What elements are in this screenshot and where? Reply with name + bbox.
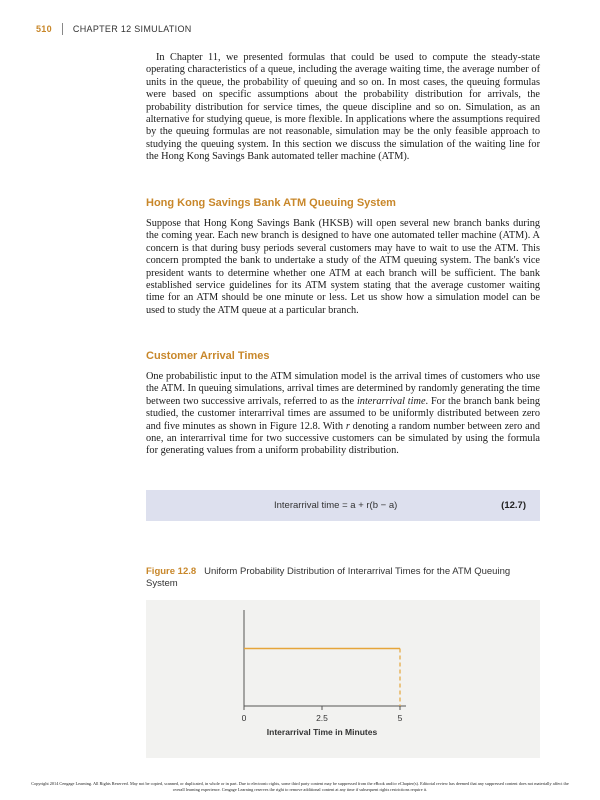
formula-box bbox=[146, 490, 540, 521]
formula-expression: Interarrival time = a + r(b − a) bbox=[274, 500, 398, 511]
x-tick-label-2: 5 bbox=[397, 713, 403, 723]
section-heading-arrival-times: Customer Arrival Times bbox=[146, 350, 270, 362]
figure-label: Figure 12.8 bbox=[146, 566, 197, 577]
chart-canvas bbox=[146, 600, 540, 758]
x-tick-label-0: 0 bbox=[241, 713, 247, 723]
figure-caption bbox=[146, 566, 540, 590]
page-header bbox=[36, 22, 192, 36]
figure-title: Uniform Probability Distribution of Interarrival Times for the ATM Queuing System bbox=[146, 566, 511, 589]
section2-paragraph bbox=[146, 371, 540, 458]
header-divider bbox=[62, 23, 63, 35]
x-tick-label-1: 2.5 bbox=[316, 713, 328, 723]
uniform-distribution-chart bbox=[146, 600, 540, 758]
copyright-footer: Copyright 2014 Cengage Learning. All Rights Reserved. May not be copied, scanned, or duplicated, in whole or in part. Due to electronic rights, some third party content may be suppressed from the eBook and/or eChapter(s). Editorial review has deemed that any suppressed content does not materially affect the overall learning experience. Cengage Learning reserves the right to remove additional content at any time if subsequent rights restrictions require it. bbox=[31, 781, 569, 792]
random-number-variable: r bbox=[345, 420, 350, 432]
formula-number: (12.7) bbox=[501, 500, 526, 511]
x-axis-label: Interarrival Time in Minutes bbox=[266, 727, 378, 737]
section-heading-atm-queuing: Hong Kong Savings Bank ATM Queuing System bbox=[146, 197, 396, 209]
section2-text-1: One probabilistic input to the ATM simulation model is the arrival times of customers who use the ATM. In queuing simulations, arrival times are determined by randomly generating the time between two successive arrivals, referred to as the bbox=[146, 371, 540, 407]
section2-text-2: . For the branch bank being studied, the customer interarrival times are assumed to be uniformly distributed between zero and five minutes as shown in Figure 12.8. With bbox=[146, 395, 540, 432]
section1-paragraph: Suppose that Hong Kong Savings Bank (HKSB) will open several new branch banks during the coming year. Each new branch is designed to have one automated teller machine (ATM). A concern is that during busy periods several customers may have to wait to use the ATM. This concern prompted the bank to undertake a study of the ATM queuing system. The bank's vice president wants to determine whether one ATM at each branch will be sufficient. The bank established service guidelines for its ATM system stating that the average customer waiting time for an ATM should be one minute or less. Let us show how a simulation model can be used to study the ATM queue at a particular branch. bbox=[146, 218, 540, 316]
interarrival-time-term: interarrival time bbox=[356, 395, 426, 407]
chapter-title: CHAPTER 12 SIMULATION bbox=[72, 24, 192, 34]
intro-paragraph: In Chapter 11, we presented formulas that could be used to compute the steady-state operating characteristics of a queue, including the average waiting time, the average number of units in the queue, the probability of queuing and so on. In most cases, the queuing formulas were based on specific assumptions about the probability distribution for arrivals, the probability distribution for service times, the queue discipline and so on. Simulation, as an alternative for studying queue, is more flexible. In applications where the assumptions required by the queuing formulas are not reasonable, simulation may be the only feasible approach to studying the queuing system. In this section we discuss the simulation of the waiting line for the Hong Kong Savings Bank automated teller machine (ATM). bbox=[146, 52, 540, 163]
page-number: 510 bbox=[36, 24, 52, 34]
section2-text-3: denoting a random number between zero and one, an interarrival time for two successive customers can be simulated by using the formula for generating values from a uniform probability distribution. bbox=[146, 420, 541, 457]
